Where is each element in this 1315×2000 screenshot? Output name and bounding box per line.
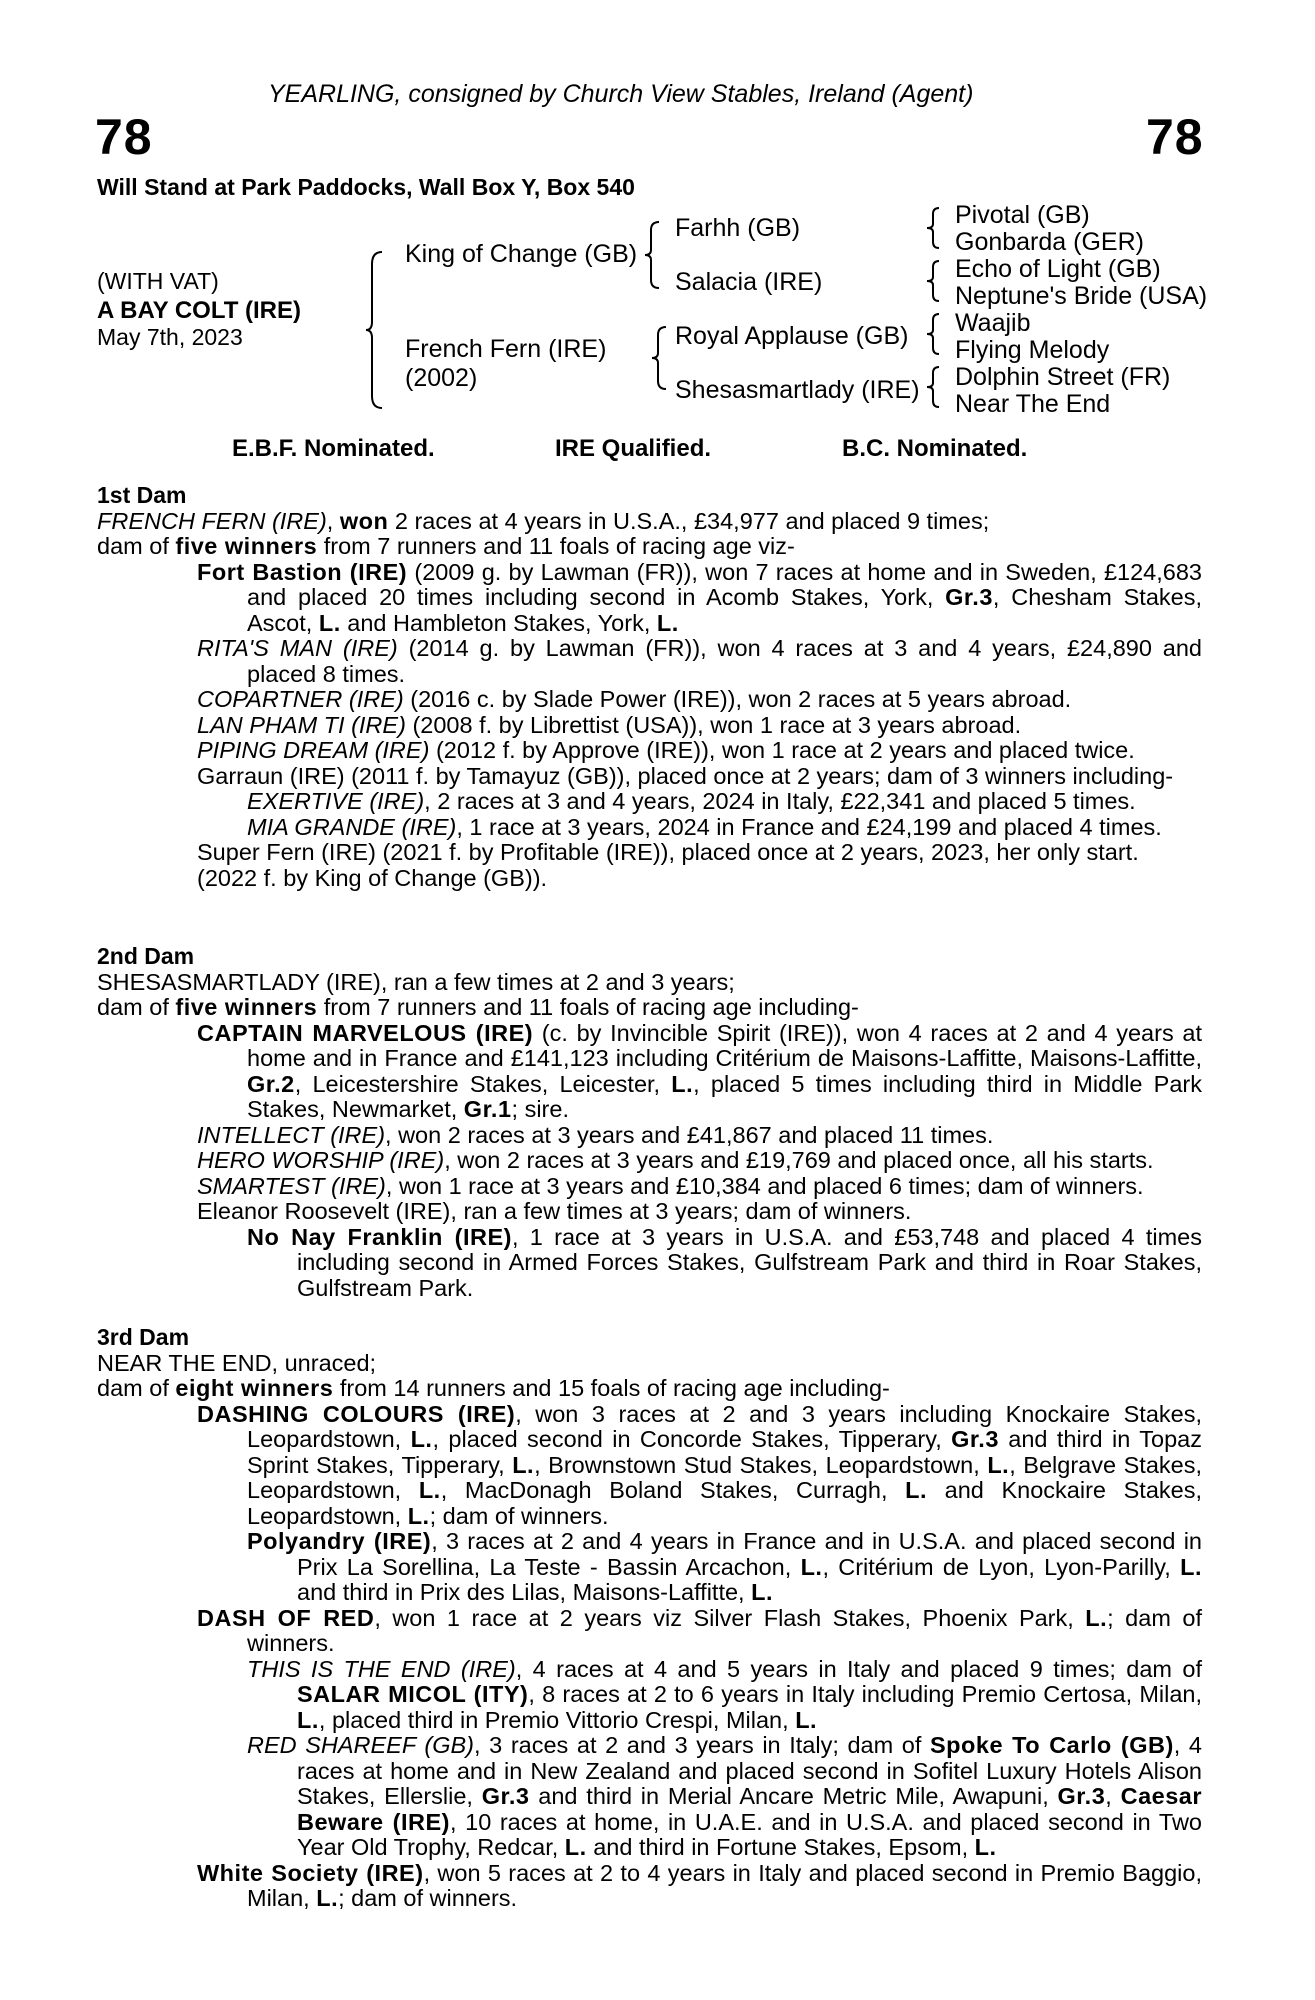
produce-summary — [97, 995, 1202, 1021]
grade: Gr.1 — [463, 1096, 512, 1122]
pedigree-bracket-sire — [643, 220, 667, 290]
section-title: 1st Dam — [97, 482, 187, 508]
text: (2009 g. by Lawman (FR)), won 7 races at home and in Sweden, £124,683 and placed 20 times including second in Acomb Stakes, York, — [247, 558, 1202, 610]
produce-entry — [97, 1148, 1202, 1174]
grade: Gr.3 — [481, 1783, 530, 1809]
pedigree-ddd: Near The End — [955, 390, 1111, 418]
grade: L. — [407, 1502, 430, 1529]
pedigree-bracket-ds — [925, 312, 945, 356]
grade: Gr.3 — [945, 584, 993, 610]
win-highlight: won — [339, 507, 389, 534]
pedigree-sdd: Neptune's Bride (USA) — [955, 282, 1208, 310]
horse-name: White Society (IRE) — [197, 1859, 424, 1886]
text: from 7 runners and 11 foals of racing age viz- — [317, 533, 795, 559]
text: , won 1 race at 2 years viz Silver Flash Stakes, Phoenix Park, — [374, 1604, 1086, 1631]
lot-number-right: 78 — [1146, 109, 1204, 165]
nomination-bc: B.C. Nominated. — [842, 435, 1028, 462]
produce-entry — [97, 636, 1202, 687]
produce-entry — [97, 560, 1202, 637]
horse-name: MIA GRANDE (IRE) — [247, 813, 457, 840]
page-header: YEARLING, consigned by Church View Stables, Ireland (Agent) — [268, 80, 974, 108]
horse-name: DASHING COLOURS (IRE) — [197, 1400, 516, 1427]
second-dam-section — [97, 944, 1202, 1301]
grade: L. — [318, 609, 341, 636]
text: , 1 race at 3 years in U.S.A. and £53,748 and placed 4 times including second in Armed Forces Stakes, Gulfstream Park and third in Roar Stakes, Gulfstream Park. — [297, 1223, 1202, 1301]
text: and third in Prix des Lilas, Maisons-Laffitte, — [297, 1579, 752, 1605]
grade: L. — [795, 1706, 818, 1733]
produce-entry — [97, 1402, 1202, 1530]
text: dam of — [97, 1375, 176, 1401]
text: , Belgrave Stakes, Leopardstown, — [247, 1451, 1202, 1503]
grade: L. — [751, 1579, 774, 1605]
produce-entry — [97, 687, 1202, 713]
text: ; dam of winners. — [247, 1604, 1202, 1656]
produce-entry — [97, 1606, 1202, 1657]
text: , — [1105, 1783, 1121, 1809]
dam-line — [97, 509, 1202, 535]
pedigree-bracket-sd — [925, 259, 945, 303]
grand-produce-entry — [97, 1529, 1202, 1606]
horse-name: THIS IS THE END (IRE) — [247, 1655, 516, 1682]
pedigree-dam: French Fern (IRE) — [405, 335, 607, 363]
grade: L. — [671, 1070, 694, 1097]
winners-count: five winners — [175, 533, 318, 559]
pedigree-bracket-dam — [650, 325, 674, 391]
grade: Gr.3 — [1057, 1783, 1106, 1809]
horse-name: LAN PHAM TI (IRE) — [197, 711, 406, 738]
horse-name: RITA'S MAN (IRE) — [197, 635, 398, 661]
text: , 2 races at 3 and 4 years, 2024 in Italy, £22,341 and placed 5 times. — [424, 788, 1136, 814]
text: , won 2 races at 3 years and £19,769 and placed once, all his starts. — [444, 1147, 1154, 1173]
grade: L. — [974, 1834, 997, 1860]
grand-produce-entry — [97, 1733, 1202, 1861]
text: ; dam of winners. — [338, 1885, 518, 1911]
first-dam-section — [97, 483, 1202, 891]
text: , placed third in Premio Vittorio Crespi, Milan, — [318, 1706, 796, 1733]
text: (2008 f. by Librettist (USA)), won 1 race at 3 years abroad. — [405, 711, 1022, 738]
text: and third in Topaz Sprint Stakes, Tipperary, — [247, 1426, 1202, 1478]
text: dam of — [97, 533, 176, 559]
produce-entry — [97, 1021, 1202, 1123]
text: , Chesham Stakes, Ascot, — [247, 584, 1202, 636]
produce-summary — [97, 1376, 1202, 1402]
text: , 1 race at 3 years, 2024 in France and £24,199 and placed 4 times. — [456, 813, 1162, 840]
text: , won 1 race at 3 years and £10,384 and placed 6 times; dam of winners. — [385, 1172, 1144, 1199]
text: , won 5 races at 2 to 4 years in Italy and placed second in Premio Baggio, Milan, — [247, 1859, 1203, 1911]
produce-entry: Super Fern (IRE) (2021 f. by Profitable (IRE)), placed once at 2 years, 2023, her only start. — [197, 839, 1139, 865]
grand-produce-entry — [97, 815, 1202, 841]
text: , 8 races at 2 to 6 years in Italy including Premio Certosa, Milan, — [528, 1681, 1203, 1707]
horse-name: Fort Bastion (IRE) — [197, 558, 408, 585]
grade: L. — [418, 1477, 441, 1503]
grade: L. — [1085, 1604, 1108, 1631]
produce-entry — [97, 738, 1202, 764]
text: , Brownstown Stud Stakes, Leopardstown, — [534, 1451, 988, 1478]
grade: L. — [800, 1553, 823, 1580]
text: , 3 races at 2 and 3 years in Italy; dam of — [474, 1732, 930, 1758]
horse-name: Spoke To Carlo (GB) — [930, 1732, 1174, 1758]
produce-entry: Eleanor Roosevelt (IRE), ran a few times at 3 years; dam of winners. — [197, 1198, 912, 1224]
pedigree-dam-dam: Shesasmartlady (IRE) — [675, 376, 920, 404]
section-title: 2nd Dam — [97, 943, 195, 969]
text: , won 2 races at 3 years and £41,867 and placed 11 times. — [385, 1121, 994, 1148]
text: , won 3 races at 2 and 3 years including Knockaire Stakes, Leopardstown, — [247, 1400, 1203, 1452]
text: (2014 g. by Lawman (FR)), won 4 races at 3 and 4 years, £24,890 and placed 8 times. — [247, 635, 1202, 687]
horse-name: No Nay Franklin (IRE) — [247, 1223, 512, 1250]
text: , Leicestershire Stakes, Leicester, — [294, 1070, 672, 1097]
vat-note: (WITH VAT) — [97, 268, 219, 294]
horse-name: SMARTEST (IRE) — [197, 1172, 386, 1199]
text: , 4 races at home and in New Zealand and placed second in Sofitel Luxury Hotels Alison Stakes, Ellerslie, — [297, 1732, 1202, 1809]
produce-summary — [97, 534, 1202, 560]
grade: L. — [656, 609, 679, 636]
text: (2016 c. by Slade Power (IRE)), won 2 races at 5 years abroad. — [403, 686, 1072, 712]
text: , Critérium de Lyon, Lyon-Parilly, — [822, 1553, 1181, 1580]
third-dam-section — [97, 1325, 1202, 1912]
pedigree-dam-year: (2002) — [405, 364, 478, 392]
dam-line: SHESASMARTLADY (IRE), ran a few times at 2 and 3 years; — [97, 968, 735, 995]
text: , placed second in Concorde Stakes, Tipperary, — [432, 1426, 952, 1452]
grade: L. — [1180, 1553, 1202, 1580]
nomination-ire: IRE Qualified. — [555, 435, 712, 462]
grand-produce-entry — [97, 789, 1202, 815]
pedigree-bracket-main — [364, 250, 394, 410]
text: (2012 f. by Approve (IRE)), won 1 race at 2 years and placed twice. — [429, 737, 1135, 763]
text: , 10 races at home, in U.A.E. and in U.S.A. and placed second in Two Year Old Trophy, Redcar, — [297, 1808, 1202, 1860]
pedigree-sds: Echo of Light (GB) — [955, 255, 1161, 283]
section-title: 3rd Dam — [97, 1324, 190, 1350]
horse-name: Polyandry (IRE) — [247, 1528, 432, 1554]
text: (c. by Invincible Spirit (IRE)), won 4 races at 2 and 4 years at home and in France and £141,123 including Critérium de Maisons-Laffitte, Maisons-Laffitte, — [247, 1019, 1202, 1071]
grade: L. — [512, 1451, 535, 1478]
horse-name: RED SHAREEF (GB) — [247, 1732, 475, 1758]
pedigree-sire-dam: Salacia (IRE) — [675, 268, 823, 296]
produce-entry — [97, 1123, 1202, 1149]
text: from 7 runners and 11 foals of racing age including- — [317, 994, 859, 1020]
stand-info: Will Stand at Park Paddocks, Wall Box Y, Box 540 — [97, 174, 635, 200]
pedigree-sire: King of Change (GB) — [405, 240, 638, 268]
nomination-ebf: E.B.F. Nominated. — [232, 435, 435, 462]
produce-entry — [97, 713, 1202, 739]
horse-name: Caesar Beware (IRE) — [297, 1783, 1202, 1835]
text: and Knockaire Stakes, Leopardstown, — [247, 1477, 1202, 1529]
text: and third in Merial Ancare Metric Mile, Awapuni, — [529, 1783, 1058, 1809]
produce-entry: Garraun (IRE) (2011 f. by Tamayuz (GB)), placed once at 2 years; dam of 3 winners including- — [197, 762, 1174, 789]
grade: L. — [564, 1834, 587, 1860]
horse-name: SALAR MICOL (ITY) — [297, 1681, 529, 1707]
text: , 4 races at 4 and 5 years in Italy and placed 9 times; dam of — [515, 1655, 1202, 1682]
horse-name: INTELLECT (IRE) — [197, 1121, 386, 1148]
dam-line: NEAR THE END, unraced; — [97, 1349, 377, 1376]
pedigree-bracket-dd — [925, 365, 945, 409]
dam-name: FRENCH FERN (IRE) — [97, 507, 327, 534]
horse-name: HERO WORSHIP (IRE) — [197, 1147, 445, 1173]
produce-entry — [97, 1174, 1202, 1200]
produce-entry: (2022 f. by King of Change (GB)). — [197, 864, 548, 891]
text: , placed 5 times including third in Middle Park Stakes, Newmarket, — [247, 1070, 1202, 1122]
text: , 3 races at 2 and 4 years in France and in U.S.A. and placed second in Prix La Sorellina, La Teste - Bassin Arcachon, — [297, 1528, 1202, 1580]
grand-produce-entry — [97, 1225, 1202, 1302]
winners-count: eight winners — [175, 1375, 334, 1401]
text: ; dam of winners. — [429, 1502, 609, 1529]
pedigree-sss: Pivotal (GB) — [955, 201, 1090, 229]
horse-name: EXERTIVE (IRE) — [247, 788, 425, 814]
lot-number-left: 78 — [95, 109, 153, 165]
grade: Gr.2 — [247, 1070, 295, 1097]
text: , MacDonagh Boland Stakes, Curragh, — [440, 1477, 906, 1503]
grade: L. — [410, 1426, 433, 1452]
grade: L. — [987, 1451, 1010, 1478]
text: and third in Fortune Stakes, Epsom, — [586, 1834, 975, 1860]
pedigree-ssd: Gonbarda (GER) — [955, 228, 1144, 256]
text: from 14 runners and 15 foals of racing age including- — [333, 1375, 890, 1401]
pedigree-dss: Waajib — [955, 309, 1031, 337]
grade: Gr.3 — [951, 1426, 999, 1452]
produce-entry — [97, 1861, 1202, 1912]
grade: L. — [297, 1706, 319, 1733]
text: and Hambleton Stakes, York, — [340, 609, 657, 636]
pedigree-dsd: Flying Melody — [955, 336, 1110, 364]
horse-dob: May 7th, 2023 — [97, 324, 243, 350]
pedigree-bracket-ss — [925, 206, 945, 250]
text: 2 races at 4 years in U.S.A., £34,977 and placed 9 times; — [388, 507, 990, 534]
text: ; sire. — [511, 1096, 569, 1122]
horse-name: CAPTAIN MARVELOUS (IRE) — [197, 1019, 534, 1046]
winners-count: five winners — [175, 994, 318, 1020]
grade: L. — [905, 1477, 927, 1503]
pedigree-dam-sire: Royal Applause (GB) — [675, 322, 909, 350]
text: dam of — [97, 994, 176, 1020]
horse-name: PIPING DREAM (IRE) — [197, 737, 430, 763]
text: , — [326, 507, 340, 534]
horse-name: COPARTNER (IRE) — [197, 686, 404, 712]
horse-name: A BAY COLT (IRE) — [97, 297, 302, 324]
grand-produce-entry — [97, 1657, 1202, 1734]
pedigree-dds: Dolphin Street (FR) — [955, 363, 1171, 391]
grade: L. — [316, 1885, 339, 1911]
pedigree-sire-sire: Farhh (GB) — [675, 214, 801, 242]
horse-name: DASH OF RED — [197, 1604, 375, 1631]
